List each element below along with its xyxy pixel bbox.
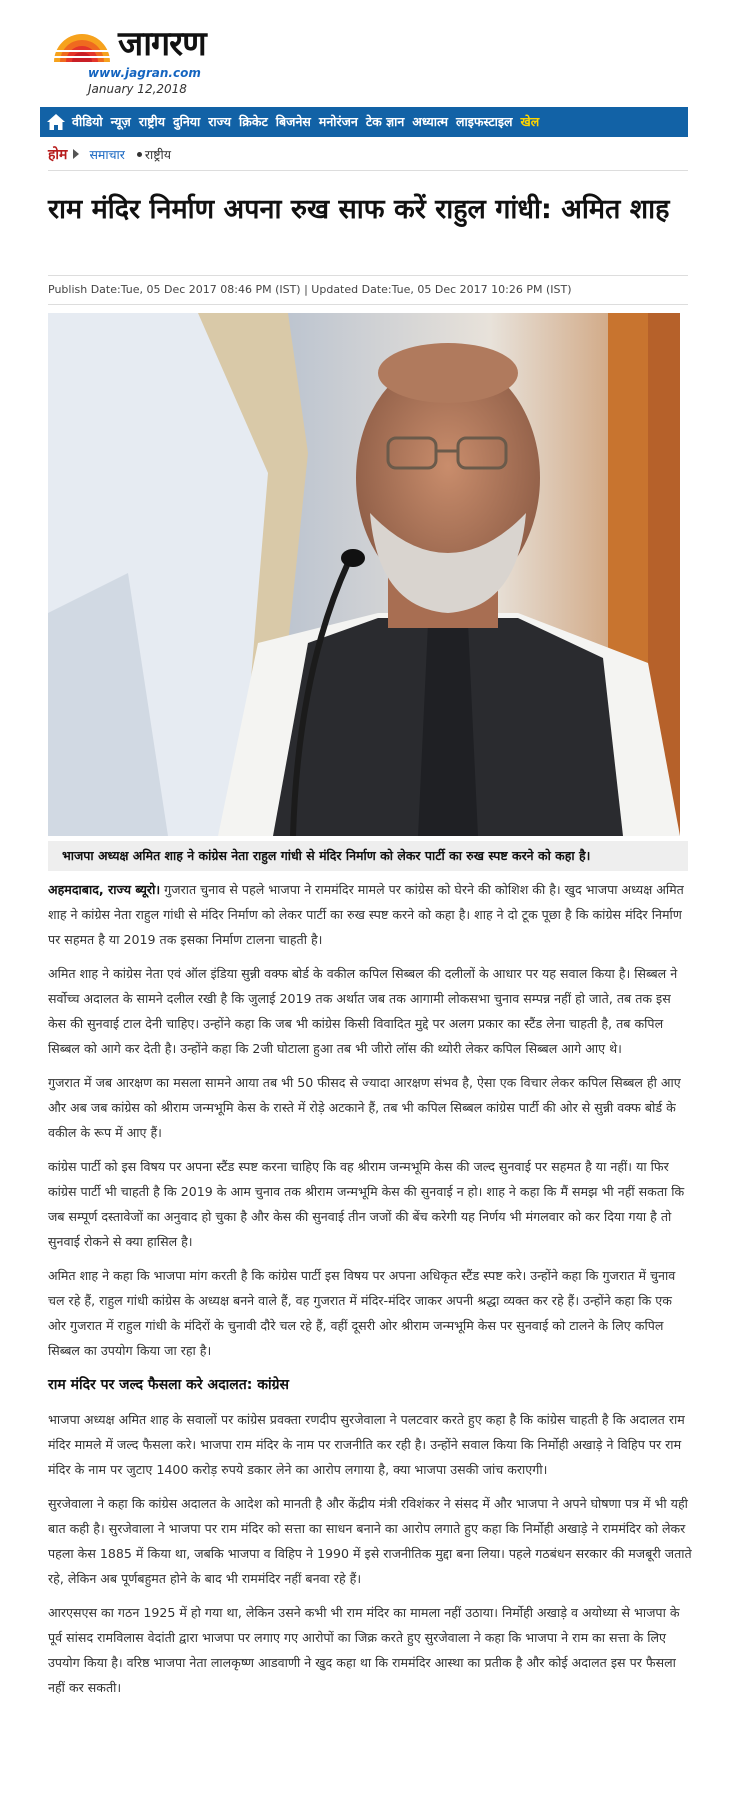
breadcrumb-arrow-icon	[73, 149, 79, 159]
home-icon[interactable]	[46, 112, 66, 132]
dateline: अहमदाबाद, राज्य ब्यूरो।	[48, 882, 161, 897]
breadcrumb	[48, 143, 171, 165]
site-date: January 12,2018	[88, 82, 187, 96]
nav-item-state[interactable]: राज्य	[208, 114, 232, 129]
breadcrumb-subsection-link[interactable]: राष्ट्रीय	[144, 146, 172, 162]
article-paragraph: अमित शाह ने कांग्रेस नेता एवं ऑल इंडिया सुन्नी वक्फ बोर्ड के वकील कपिल सिब्बल की दलीलों के आधार पर यह सवाल किया है। सिब्बल ने सर्वोच्च अदालत के सामने दलील रखी है कि जुलाई 2019 तक अर्थात जब तक आगामी लोकसभा चुनाव सम्पन्न नहीं हो जाते, तब तक इस केस की सुनवाई टाल देनी चाहिए। उन्होंने कहा कि जब भी कांग्रेस किसी विवादित मुद्दे पर अलग प्रकार का स्टैंड लेना चाहती है, तब कपिल सिब्बल को आगे कर देती है। उन्होंने कहा कि 2जी घोटाला हुआ तब भी जीरो लॉस की थ्योरी लेकर कपिल सिब्बल आगे आए थे।	[48, 966, 678, 1056]
article-paragraph: अमित शाह ने कहा कि भाजपा मांग करती है कि कांग्रेस पार्टी इस विषय पर अपना अधिकृत स्टैंड स्पष्ट करे। उन्होंने कहा कि गुजरात में चुनाव चल रहे हैं, राहुल गांधी कांग्रेस के अध्यक्ष बनने वाले हैं, वह गुजरात में मंदिर-मंदिर जाकर अपनी श्रद्धा व्यक्त कर रहे हैं। उन्होंने कहा कि एक ओर गुजरात में राहुल गांधी के मंदिरों के चुनावी दौरे चल रहे हैं, वहीं दूसरी ओर श्रीराम जन्मभूमि केस पर सुनवाई को टालने के लिए कपिल सिब्बल का उपयोग किया जा रहा है।	[48, 1268, 676, 1358]
article-paragraph	[48, 877, 692, 952]
nav-item-lifestyle[interactable]: लाइफस्टाइल	[456, 114, 513, 129]
article-paragraph: गुजरात में जब आरक्षण का मसला सामने आया तब भी 50 फीसद से ज्यादा आरक्षण संभव है, ऐसा एक विचार लेकर कपिल सिब्बल ही आए और अब जब कांग्रेस को श्रीराम जन्मभूमि केस के रास्ते में रोड़े अटकाने हैं, तब भी कपिल सिब्बल कांग्रेस पार्टी की ओर से सुन्नी वक्फ बोर्ड के वकील के रूप में आए हैं।	[48, 1075, 681, 1140]
divider	[48, 275, 688, 276]
divider	[48, 304, 688, 305]
nav-item-news[interactable]: न्यूज़	[110, 114, 131, 129]
divider	[48, 170, 688, 171]
article-body	[48, 877, 692, 1709]
breadcrumb-bullet-icon	[137, 152, 142, 157]
article-subheading: राम मंदिर पर जल्द फैसला करे अदालत: कांग्रेस	[48, 1377, 289, 1393]
nav-item-world[interactable]: दुनिया	[172, 114, 201, 129]
sun-logo-icon	[50, 24, 114, 64]
nav-item-spirituality[interactable]: अध्यात्म	[412, 114, 449, 129]
article-paragraph: भाजपा अध्यक्ष अमित शाह के सवालों पर कांग्रेस प्रवक्ता रणदीप सुरजेवाला ने पलटवार करते हुए कहा है कि कांग्रेस चाहती है कि अदालत राम मंदिर मामले में जल्द फैसला करे। भाजपा राम मंदिर के नाम पर राजनीति कर रही है। उन्होंने सवाल किया कि निर्मोही अखाड़े ने विहिप पर राम मंदिर के नाम पर जुटाए 1400 करोड़ रुपये डकार लेने का आरोप लगाया है, क्या भाजपा उसकी जांच कराएगी।	[48, 1412, 685, 1477]
nav-item-national[interactable]: राष्ट्रीय	[138, 114, 165, 129]
breadcrumb-home-link[interactable]: होम	[48, 146, 68, 163]
article-paragraph: सुरजेवाला ने कहा कि कांग्रेस अदालत के आदेश को मानती है और केंद्रीय मंत्री रविशंकर ने संसद में और भाजपा ने अपने घोषणा पत्र में भी यही बात कही है। सुरजेवाला ने भाजपा पर राम मंदिर को सत्ता का साधन बनाने का आरोप लगाते हुए कहा कि निर्मोही अखाड़े ने राममंदिर को लेकर पहला केस 1885 में किया था, जबकि भाजपा व विहिप ने 1990 में इसे राजनीतिक मुद्दा बना लिया। पहले गठबंधन सरकार की मजबूरी जताते रहे, लेकिन अब पूर्णबहुमत होने के बाद भी राममंदिर नहीं बनवा रहे हैं।	[48, 1496, 692, 1586]
nav-item-cricket[interactable]: क्रिकेट	[239, 114, 268, 129]
nav-item-tech[interactable]: टेक ज्ञान	[365, 114, 405, 129]
speaker-portrait-image	[48, 313, 680, 836]
main-navigation	[40, 107, 688, 137]
nav-item-video[interactable]: वीडियो	[72, 114, 103, 129]
article-photo	[48, 313, 680, 836]
site-logo-text: जागरण	[118, 24, 206, 64]
nav-item-business[interactable]: बिजनेस	[275, 114, 311, 129]
breadcrumb-section-link[interactable]: समाचार	[89, 146, 125, 162]
masthead[interactable]	[50, 16, 290, 96]
article-paragraph: कांग्रेस पार्टी को इस विषय पर अपना स्टैंड स्पष्ट करना चाहिए कि वह श्रीराम जन्मभूमि केस की जल्द सुनवाई पर सहमत है या नहीं। या फिर कांग्रेस पार्टी भी चाहती है कि 2019 के आम चुनाव तक श्रीराम जन्मभूमि केस की सुनवाई न हो। शाह ने कहा कि मैं समझ भी नहीं सकता कि जब सम्पूर्ण दस्तावेजों का अनुवाद हो चुका है और केस की सुनवाई तीन जजों की बेंच करेगी यह निर्णय भी मंगलवार को कर दिया गया है तो सुनवाई रोकने से क्या हासिल है।	[48, 1159, 685, 1249]
article-title: राम मंदिर निर्माण अपना रुख साफ करें राहुल गांधी: अमित शाह	[48, 194, 670, 225]
article-paragraph: आरएसएस का गठन 1925 में हो गया था, लेकिन उसने कभी भी राम मंदिर का मामला नहीं उठाया। निर्मोही अखाड़े व अयोध्या से भाजपा के पूर्व सांसद रामविलास वेदांती द्वारा भाजपा पर लगाए गए आरोपों का जिक्र करते हुए सुरजेवाला ने कहा कि भाजपा ने राम का सत्ता के लिए उपयोग किया है। वरिष्ठ भाजपा नेता लालकृष्ण आडवाणी ने खुद कहा था कि राममंदिर आस्था का प्रतीक है और कोई अदालत इस पर फैसला नहीं कर सकती।	[48, 1605, 680, 1695]
paragraph-text: गुजरात चुनाव से पहले भाजपा ने राममंदिर मामले पर कांग्रेस को घेरने की कोशिश की है। खुद भाजपा अध्यक्ष अमित शाह ने कांग्रेस नेता राहुल गांधी से मंदिर निर्माण को लेकर पार्टी का रुख स्पष्ट करने को कहा है। शाह ने दो टूक पूछा है कि कांग्रेस मंदिर निर्माण पर सहमत है या 2019 तक इसका निर्माण टालना चाहती है।	[48, 882, 684, 947]
image-caption: भाजपा अध्यक्ष अमित शाह ने कांग्रेस नेता राहुल गांधी से मंदिर निर्माण को लेकर पार्टी का रुख स्पष्ट करने को कहा है।	[48, 841, 688, 871]
publish-info: Publish Date:Tue, 05 Dec 2017 08:46 PM (IST) | Updated Date:Tue, 05 Dec 2017 10:26 PM (IST)	[48, 283, 572, 296]
nav-item-sports[interactable]: खेल	[520, 114, 540, 129]
site-url[interactable]: www.jagran.com	[88, 66, 201, 80]
nav-item-entertainment[interactable]: मनोरंजन	[318, 114, 358, 129]
